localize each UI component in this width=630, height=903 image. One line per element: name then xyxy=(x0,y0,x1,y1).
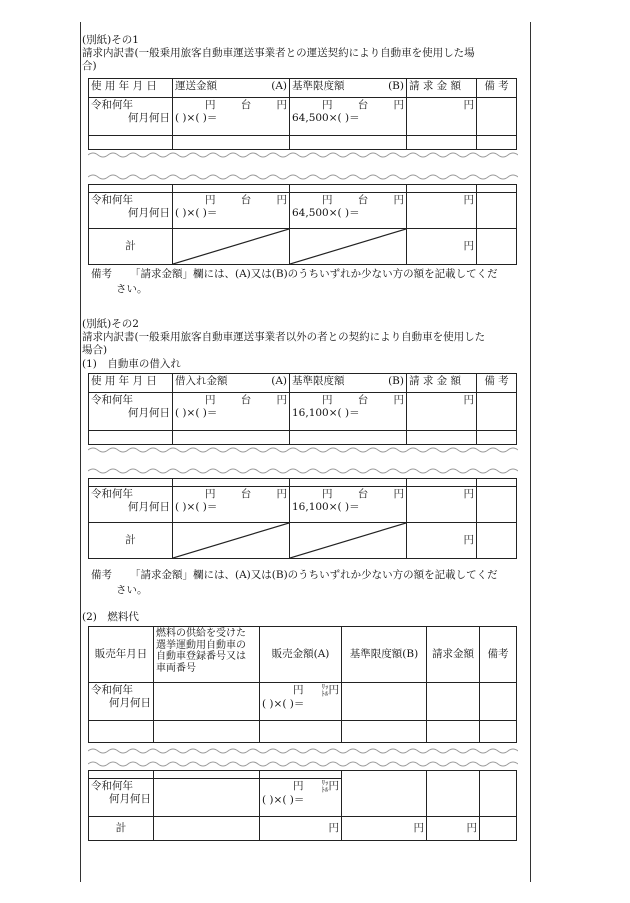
fuel-row-notes xyxy=(480,683,517,721)
sec1-total-row xyxy=(89,229,517,265)
fuel-table-top xyxy=(88,626,517,743)
sec2-row2-amount: 円 台 円 ( )×( )＝ xyxy=(173,487,290,523)
sec2-note-line1: 「請求金額」欄には、(A)又は(B)のうちいずれか少ない方の額を記載してくだ xyxy=(130,569,498,581)
fuel-header-claim: 請求金額 xyxy=(427,627,480,683)
fuel-total-label: 計 xyxy=(89,817,154,841)
sec1-break-wave-top xyxy=(88,149,518,161)
sec1-title-line1: 請求内訳書(一般乗用旅客自動車運送事業者との運送契約により自動車を使用した場 xyxy=(82,47,475,59)
fuel-row-limit xyxy=(342,683,427,721)
sec2-note-line2: さい。 xyxy=(116,584,148,596)
sec1-row2-notes xyxy=(477,193,517,229)
sec2-title-line2: 場合) xyxy=(82,344,108,356)
sec1-row2-limit: 円 台 円 64,500×( )＝ xyxy=(290,193,407,229)
table-row xyxy=(89,98,517,136)
sec1-header-limit: 基準限度額 (B) xyxy=(290,79,407,98)
sec2-header-notes: 備 考 xyxy=(477,374,517,393)
sec1-total-diag-a xyxy=(173,229,290,265)
sec2-table-bottom xyxy=(88,478,517,559)
liter-unit-label: ﾘｯ ﾄﾙ xyxy=(321,779,329,794)
sec2-note-label: 備考 xyxy=(91,569,112,581)
sec2-tag: (別紙)その2 xyxy=(82,318,139,330)
sec1-table-top xyxy=(88,78,517,150)
fuel-header-notes: 備考 xyxy=(480,627,517,683)
sec2-header-date: 使 用 年 月 日 xyxy=(89,374,173,393)
table-row xyxy=(89,136,517,150)
sec1-row-limit: 円 台 円 64,500×( )＝ xyxy=(290,98,407,136)
sec1-note-line2: さい。 xyxy=(116,283,148,295)
fuel-row2-vehicle xyxy=(154,779,260,817)
sec2-row-amount: 円 台 円 ( )×( )＝ xyxy=(173,393,290,431)
sec1-row-amount: 円 台 円 ( )×( )＝ xyxy=(173,98,290,136)
table-row xyxy=(89,431,517,445)
sec2-row2-claim: 円 xyxy=(407,487,477,523)
sec1-row2-date: 令和何年 何月何日 xyxy=(89,193,173,229)
fuel-total-row xyxy=(89,817,517,841)
fuel-total-notes xyxy=(480,817,517,841)
sec1-header-notes: 備 考 xyxy=(477,79,517,98)
table-row xyxy=(89,393,517,431)
fuel-header-sales: 販売金額(A) xyxy=(260,627,342,683)
sec1-total-label: 計 xyxy=(89,229,173,265)
sec1-title-line2: 合) xyxy=(82,60,97,72)
right-margin-line xyxy=(530,22,531,882)
fuel-header-vehicle: 燃料の供給を受けた 選挙運動用自動車の 自動車登録番号又は 車両番号 xyxy=(154,627,260,683)
table-row xyxy=(89,683,517,721)
sec1-row-claim: 円 xyxy=(407,98,477,136)
sec2-row-limit: 円 台 円 16,100×( )＝ xyxy=(290,393,407,431)
sec2-table-top xyxy=(88,373,517,445)
fuel-header-limit: 基準限度額(B) xyxy=(342,627,427,683)
fuel-total-claim: 円 xyxy=(427,817,480,841)
sec2-break-wave-bottom xyxy=(88,465,518,477)
table-row xyxy=(89,721,517,743)
fuel-row-date: 令和何年 何月何日 xyxy=(89,683,154,721)
sec2-total-claim: 円 xyxy=(407,523,477,559)
fuel-row-vehicle xyxy=(154,683,260,721)
fuel-break-wave-bottom xyxy=(88,758,518,770)
sec2-total-row xyxy=(89,523,517,559)
fuel-total-sales: 円 xyxy=(260,817,342,841)
sec1-header-claim: 請 求 金 額 xyxy=(407,79,477,98)
left-margin-line xyxy=(80,22,81,882)
fuel-row-sales: 円 ﾘｯ ﾄﾙ 円 ( )×( )＝ xyxy=(260,683,342,721)
fuel-row-claim xyxy=(427,683,480,721)
table-row xyxy=(89,193,517,229)
sec2-header-amount: 借入れ金額 (A) xyxy=(173,374,290,393)
sec2-total-diag-b xyxy=(290,523,407,559)
sec1-header-amount: 運送金額 (A) xyxy=(173,79,290,98)
sec2-row2-date: 令和何年 何月何日 xyxy=(89,487,173,523)
sec1-row2-amount: 円 台 円 ( )×( )＝ xyxy=(173,193,290,229)
sec2-total-diag-a xyxy=(173,523,290,559)
sec1-row2-claim: 円 xyxy=(407,193,477,229)
sec2-row2-limit: 円 台 円 16,100×( )＝ xyxy=(290,487,407,523)
sec2-sub1-title: (1) 自動車の借入れ xyxy=(82,358,181,370)
sec2-sub2-title: (2) 燃料代 xyxy=(82,611,139,623)
sec1-header-date: 使 用 年 月 日 xyxy=(89,79,173,98)
sec1-table-bottom xyxy=(88,184,517,265)
sec1-total-claim: 円 xyxy=(407,229,477,265)
sec2-break-wave-top xyxy=(88,444,518,456)
sec2-total-label: 計 xyxy=(89,523,173,559)
sec1-total-diag-b xyxy=(290,229,407,265)
sec1-tag: (別紙)その1 xyxy=(82,34,139,46)
fuel-total-limit: 円 xyxy=(342,817,427,841)
sec2-row-date: 令和何年 何月何日 xyxy=(89,393,173,431)
sec1-note-label: 備考 xyxy=(91,268,112,280)
fuel-row2-sales: 円 ﾘｯ ﾄﾙ 円 ( )×( )＝ xyxy=(260,779,342,817)
table-row xyxy=(89,487,517,523)
fuel-row2-date: 令和何年 何月何日 xyxy=(89,779,154,817)
sec2-row-claim: 円 xyxy=(407,393,477,431)
sec1-note-line1: 「請求金額」欄には、(A)又は(B)のうちいずれか少ない方の額を記載してくだ xyxy=(130,268,498,280)
fuel-header-date: 販売年月日 xyxy=(89,627,154,683)
fuel-total-vehicle xyxy=(154,817,260,841)
sec2-header-limit: 基準限度額 (B) xyxy=(290,374,407,393)
fuel-break-wave-top xyxy=(88,745,518,757)
sec1-break-wave-bottom xyxy=(88,171,518,183)
sec1-row-date: 令和何年 何月何日 xyxy=(89,98,173,136)
sec2-title-line1: 請求内訳書(一般乗用旅客自動車運送事業者以外の者との契約により自動車を使用した xyxy=(82,331,486,343)
sec2-header-claim: 請 求 金 額 xyxy=(407,374,477,393)
fuel-table-bottom xyxy=(88,770,517,841)
liter-unit-label: ﾘｯ ﾄﾙ xyxy=(321,683,329,698)
sec1-row-notes xyxy=(477,98,517,136)
